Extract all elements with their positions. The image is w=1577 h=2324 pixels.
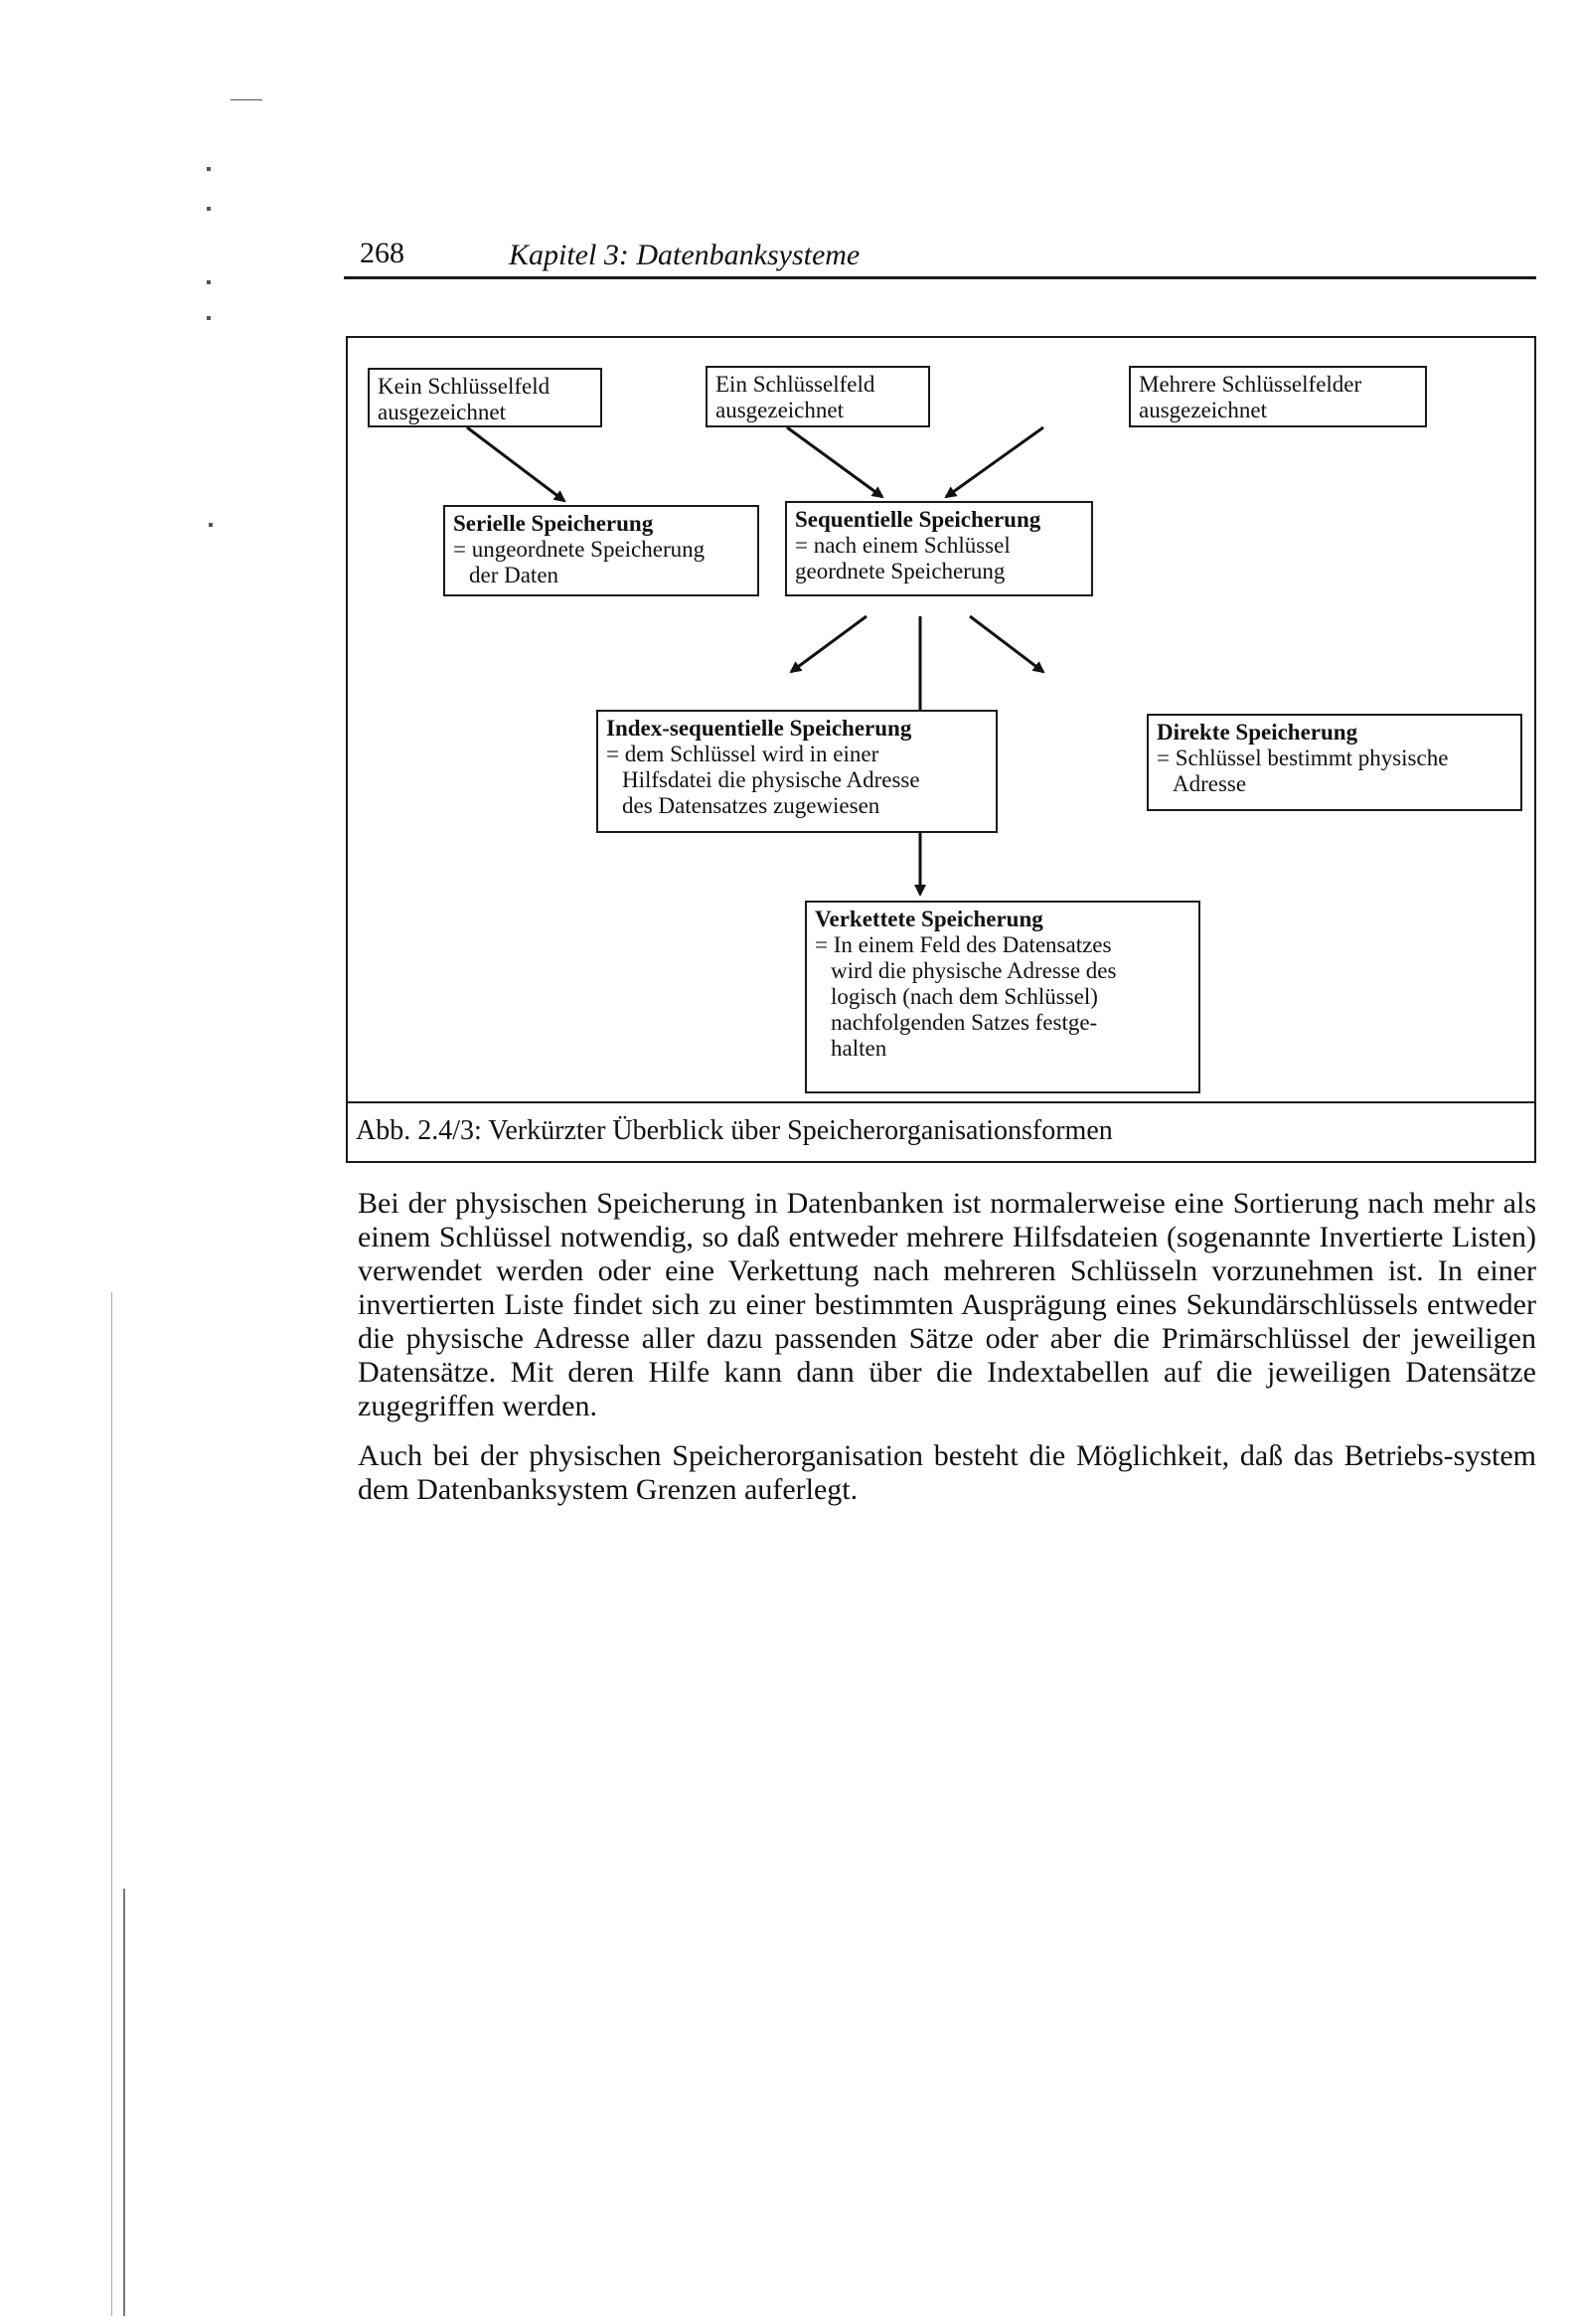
box-line: Adresse — [1173, 771, 1247, 796]
box-line: nachfolgenden Satzes festge- — [831, 1010, 1098, 1035]
paragraph: Auch bei der physischen Speicherorganisation besteht die Möglichkeit, daß das Betriebs-system dem Datenbanksystem Grenzen auferlegt. — [358, 1439, 1536, 1506]
caption-divider — [348, 1101, 1534, 1103]
box-line: = ungeordnete Speicherung — [453, 537, 706, 562]
arrow-ein-to-sequentiell — [787, 427, 882, 497]
arrow-kein-to-seriell — [467, 427, 564, 501]
box-serielle-speicherung — [443, 505, 759, 596]
box-line: Mehrere Schlüsselfelder — [1139, 372, 1362, 397]
box-line: wird die physische Adresse des — [831, 958, 1117, 983]
box-title: Index-sequentielle Speicherung — [606, 716, 912, 741]
box-line: Ein Schlüsselfeld — [715, 372, 875, 397]
scan-artifact — [207, 207, 211, 211]
scan-artifact — [111, 1292, 112, 2316]
paragraph: Bei der physischen Speicherung in Datenbanken ist normalerweise eine Sortierung nach mehr als einem Schlüssel notwendig, so daß entweder mehrere Hilfsdateien (sogenannte Invertierte Listen) verwendet werden oder eine Verkettung nach mehreren Schlüsseln vorzunehmen ist. In einer invertierten Liste findet sich zu einer bestimmten Ausprägung eines Sekundärschlüssels entweder die physische Adresse aller dazu passenden Sätze oder aber die Primärschlüssel der jeweiligen Datensätze. Mit deren Hilfe kann dann über die Indextabellen auf die jeweiligen Datensätze zugegriffen werden. — [358, 1187, 1536, 1422]
page-header — [344, 237, 1536, 282]
scan-artifact — [207, 280, 211, 284]
box-title: Verkettete Speicherung — [815, 907, 1043, 931]
box-line: Kein Schlüsselfeld — [378, 374, 551, 399]
scan-artifact — [207, 167, 211, 171]
box-title: Serielle Speicherung — [453, 511, 654, 536]
page-number: 268 — [360, 237, 404, 269]
box-index-sequentielle-speicherung — [596, 710, 998, 833]
box-line: = In einem Feld des Datensatzes — [815, 932, 1112, 957]
box-line: = dem Schlüssel wird in einer — [606, 742, 879, 766]
arrow-sequentiell-to-index — [791, 616, 867, 672]
box-line: der Daten — [469, 563, 559, 587]
header-rule — [344, 276, 1536, 279]
box-mehrere-schluesselfelder — [1129, 366, 1427, 427]
box-line: = Schlüssel bestimmt physische — [1157, 746, 1449, 770]
box-direkte-speicherung — [1147, 714, 1522, 811]
chapter-title: Kapitel 3: Datenbanksysteme — [509, 239, 861, 271]
arrow-mehrere-to-sequentiell — [946, 427, 1043, 497]
scan-artifact — [209, 523, 213, 527]
box-line: Hilfsdatei die physische Adresse — [622, 767, 920, 792]
box-line: ausgezeichnet — [715, 398, 844, 422]
scan-artifact — [207, 316, 211, 320]
box-title: Sequentielle Speicherung — [795, 507, 1041, 532]
box-line: logisch (nach dem Schlüssel) — [831, 984, 1098, 1009]
box-line: geordnete Speicherung — [795, 559, 1006, 583]
box-kein-schluesselfeld — [368, 368, 602, 427]
box-line: ausgezeichnet — [378, 400, 506, 424]
box-title: Direkte Speicherung — [1157, 720, 1358, 745]
figure-storage-organization — [346, 336, 1536, 1163]
box-ein-schluesselfeld — [706, 366, 930, 427]
box-sequentielle-speicherung — [785, 501, 1093, 596]
scan-artifact — [231, 99, 262, 100]
figure-caption: Abb. 2.4/3: Verkürzter Überblick über Speicherorganisationsformen — [356, 1115, 1113, 1146]
box-line: ausgezeichnet — [1139, 398, 1267, 422]
box-line: halten — [831, 1036, 887, 1061]
box-line: des Datensatzes zugewiesen — [622, 793, 880, 818]
scan-artifact — [123, 1889, 125, 2316]
box-line: = nach einem Schlüssel — [795, 533, 1011, 558]
box-verkettete-speicherung — [805, 901, 1200, 1093]
arrow-sequentiell-to-direkt — [970, 616, 1043, 672]
